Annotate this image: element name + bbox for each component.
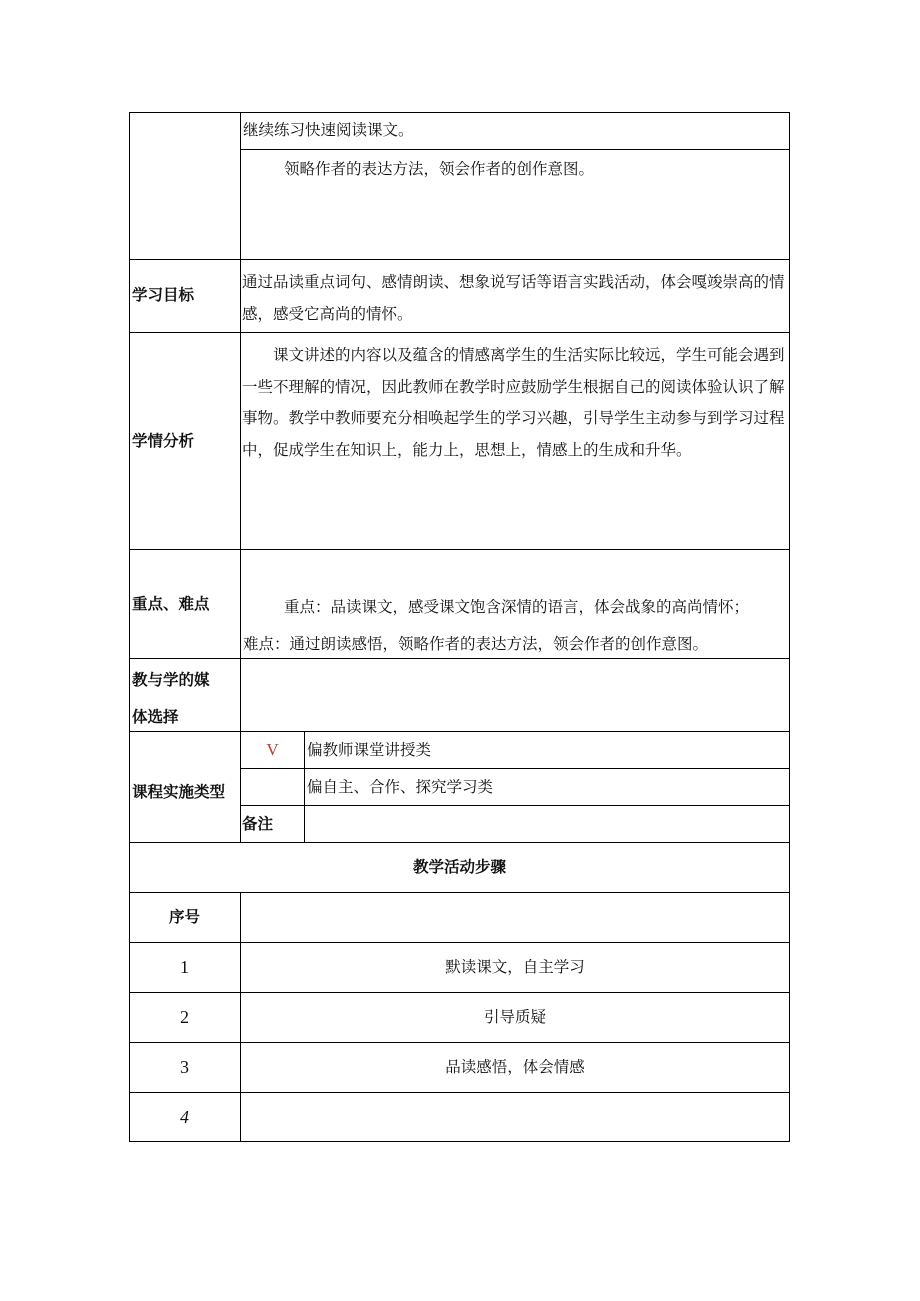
row-divider	[129, 1092, 790, 1093]
table-border-right	[789, 112, 790, 1142]
course-type-option-2: 偏自主、合作、探究学习类	[307, 778, 494, 796]
column-divider	[240, 112, 241, 842]
step-number: 2	[180, 1007, 189, 1027]
remarks-label: 备注	[242, 815, 274, 833]
row-divider	[129, 332, 790, 333]
step-text: 品读感悟，体会情感	[445, 1058, 585, 1076]
step-number: 1	[180, 957, 189, 977]
row-divider	[129, 549, 790, 550]
keypoints-line-1: 重点：品读课文，感受课文饱含深情的语言，体会战象的高尚情怀；	[284, 598, 750, 616]
row-divider	[129, 942, 790, 943]
steps-title: 教学活动步骤	[412, 858, 506, 876]
table-border-bottom	[129, 1141, 790, 1142]
row-divider	[240, 149, 790, 150]
column-header-seq: 序号	[168, 908, 200, 926]
table-border-left	[129, 112, 130, 1142]
row-divider	[240, 768, 790, 769]
table-border-top	[129, 112, 790, 113]
objectives-label: 学习目标	[132, 286, 195, 304]
analysis-text: 课文讲述的内容以及蕴含的情感离学生的生活实际比较远，学生可能会遇到一些不理解的情况，因此教师在教学时应鼓励学生根据自己的阅读体验认识了解事物。教学中教师要充分相唤起学生的学习兴趣，引导学生主动参与到学习过程中，促成学生在知识上，能力上，思想上，情感上的生成和升华。	[242, 346, 785, 459]
media-label-line-1: 教与学的媒	[132, 671, 210, 689]
media-label-line-2: 体选择	[132, 708, 179, 726]
course-type-label: 课程实施类型	[132, 783, 226, 801]
row-divider	[129, 259, 790, 260]
step-text: 默读课文，自主学习	[445, 958, 585, 976]
row-divider	[129, 1042, 790, 1043]
row-divider	[129, 842, 790, 843]
checkmark-icon: V	[266, 740, 279, 759]
lesson-plan-table	[129, 112, 790, 1142]
top-text-line-1: 继续练习快速阅读课文。	[243, 121, 414, 139]
column-divider	[304, 731, 305, 842]
row-divider	[129, 892, 790, 893]
row-divider	[129, 658, 790, 659]
keypoints-label: 重点、难点	[132, 595, 210, 613]
top-text-line-2: 领略作者的表达方法，领会作者的创作意图。	[284, 160, 595, 178]
row-divider	[129, 992, 790, 993]
objectives-text: 通过品读重点词句、感情朗读、想象说写话等语言实践活动，体会嘎竣崇高的情感，感受它高尚的情怀。	[242, 273, 785, 323]
step-number: 3	[180, 1057, 189, 1077]
step-number: 4	[180, 1107, 189, 1127]
keypoints-line-2: 难点：通过朗读感悟，领略作者的表达方法，领会作者的创作意图。	[243, 635, 709, 653]
row-divider	[240, 805, 790, 806]
step-text: 引导质疑	[483, 1008, 546, 1026]
analysis-label: 学情分析	[132, 432, 195, 450]
course-type-option-1: 偏教师课堂讲授类	[307, 741, 432, 759]
row-divider	[129, 731, 790, 732]
